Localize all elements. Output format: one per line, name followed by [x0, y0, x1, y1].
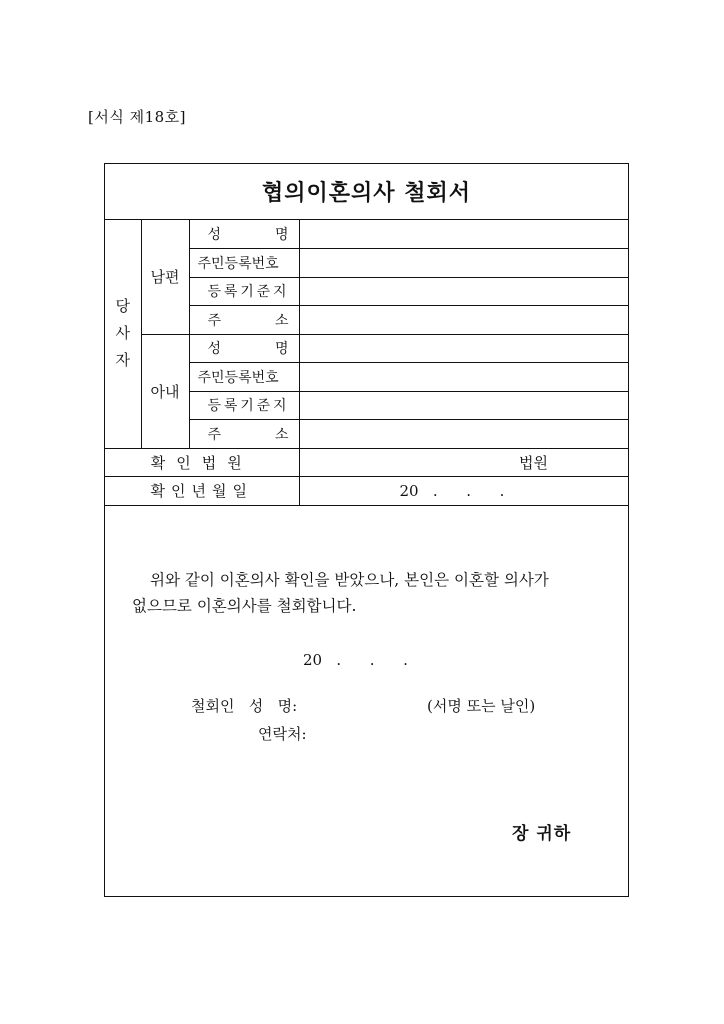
husband-name-label: 성 명 — [189, 220, 299, 249]
signer-row — [191, 695, 297, 716]
contact-label: 연락처: — [258, 725, 307, 743]
withdrawal-date[interactable]: 20 . . . — [303, 651, 408, 669]
wife-rrn-field[interactable] — [299, 363, 628, 392]
confirm-court-label: 확인법원 — [105, 448, 299, 477]
husband-rrn-field[interactable] — [299, 249, 628, 278]
husband-registry-field[interactable] — [299, 277, 628, 306]
wife-label: 아내 — [141, 334, 189, 448]
party-label-char: 당 — [115, 297, 130, 316]
husband-label: 남편 — [141, 220, 189, 334]
signature-hint: (서명 또는 날인) — [427, 697, 536, 715]
withdrawal-form — [104, 163, 629, 897]
statement-line-2: 없으므로 이혼의사를 철회합니다. — [132, 597, 357, 615]
party-label-char: 사 — [115, 324, 130, 343]
signer-role-label: 철회인 — [191, 697, 235, 715]
signer-name-label: 성 명: — [248, 697, 298, 715]
wife-registry-field[interactable] — [299, 391, 628, 420]
confirm-court-field[interactable] — [299, 448, 628, 477]
wife-address-label: 주 소 — [189, 420, 299, 449]
withdrawal-statement — [132, 567, 612, 619]
husband-rrn-label: 주민등록번호 — [189, 249, 299, 278]
wife-registry-label: 등 록 기 준 지 — [189, 391, 299, 420]
husband-address-field[interactable] — [299, 306, 628, 335]
party-label-char: 자 — [115, 351, 130, 370]
wife-address-field[interactable] — [299, 420, 628, 449]
party-table — [105, 220, 628, 506]
husband-registry-label: 등 록 기 준 지 — [189, 277, 299, 306]
wife-name-label: 성 명 — [189, 334, 299, 363]
wife-rrn-label: 주민등록번호 — [189, 363, 299, 392]
husband-address-label: 주 소 — [189, 306, 299, 335]
statement-line-1: 위와 같이 이혼의사 확인을 받았으나, 본인은 이혼할 의사가 — [150, 571, 549, 589]
confirm-date-label: 확인년월일 — [105, 477, 299, 506]
form-title: 협의이혼의사 철회서 — [105, 164, 628, 220]
form-number: [서식 제18호] — [88, 108, 187, 126]
addressee: 장 귀하 — [512, 824, 572, 844]
confirm-date-field[interactable]: 20 . . . — [299, 477, 628, 506]
wife-name-field[interactable] — [299, 334, 628, 363]
husband-name-field[interactable] — [299, 220, 628, 249]
court-suffix: 법원 — [519, 453, 548, 472]
party-label — [105, 220, 141, 448]
